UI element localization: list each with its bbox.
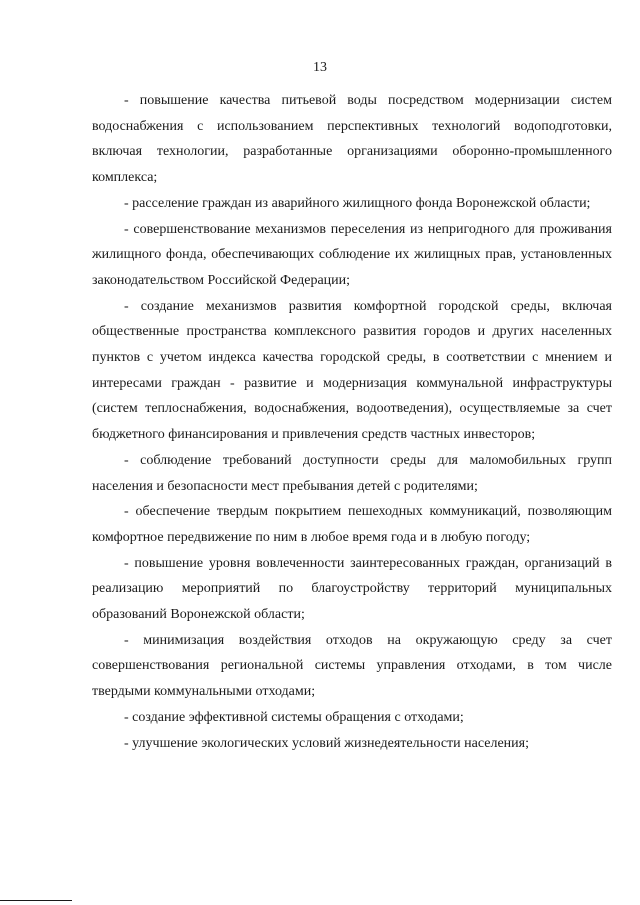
paragraph-waste-impact: - минимизация воздействия отходов на окружающую среду за счет совершенствования региональной системы управления отходами, в том числе твердыми коммунальными отходами;	[92, 632, 612, 700]
paragraph-resettlement: - расселение граждан из аварийного жилищного фонда Воронежской области;	[124, 195, 591, 211]
paragraph-relocation-mechanisms: - совершенствование механизмов переселения из непригодного для проживания жилищного фонда, обеспечивающих соблюдение их жилищных прав, установленных законодательством Российской Федерации;	[92, 221, 612, 288]
footer-rule	[0, 900, 72, 901]
paragraph-waste-system: - создание эффективной системы обращения с отходами;	[124, 709, 464, 725]
paragraph-urban-environment: - создание механизмов развития комфортной городской среды, включая общественные пространства комплексного развития городов и других населенных пунктов с учетом индекса качества городской среды, в соответствии с мнением и интересами граждан - развитие и модернизация коммунальной инфраструктуры (систем теплоснабжения, водоснабжения, водоотведения), осуществляемые за счет бюджетного финансирования и привлечения средств частных инвесторов;	[92, 298, 612, 443]
paragraph-accessibility: - соблюдение требований доступности среды для маломобильных групп населения и безопасности мест пребывания детей с родителями;	[92, 452, 612, 494]
document-body	[92, 88, 612, 756]
paragraph-citizen-involvement: - повышение уровня вовлеченности заинтересованных граждан, организаций в реализацию мероприятий по благоустройству территорий муниципальных образований Воронежской области;	[92, 555, 612, 623]
paragraph-ecology: - улучшение экологических условий жизнедеятельности населения;	[124, 735, 529, 751]
paragraph-pedestrian-paving: - обеспечение твердым покрытием пешеходных коммуникаций, позволяющим комфортное передвижение по ним в любое время года и в любую погоду;	[92, 504, 612, 545]
page-number: 13	[313, 60, 327, 75]
paragraph-drinking-water: - повышение качества питьевой воды посредством модернизации систем водоснабжения с использованием перспективных технологий водоподготовки, включая технологии, разработанные организациями оборонно-промышленного комплекса;	[92, 93, 612, 186]
